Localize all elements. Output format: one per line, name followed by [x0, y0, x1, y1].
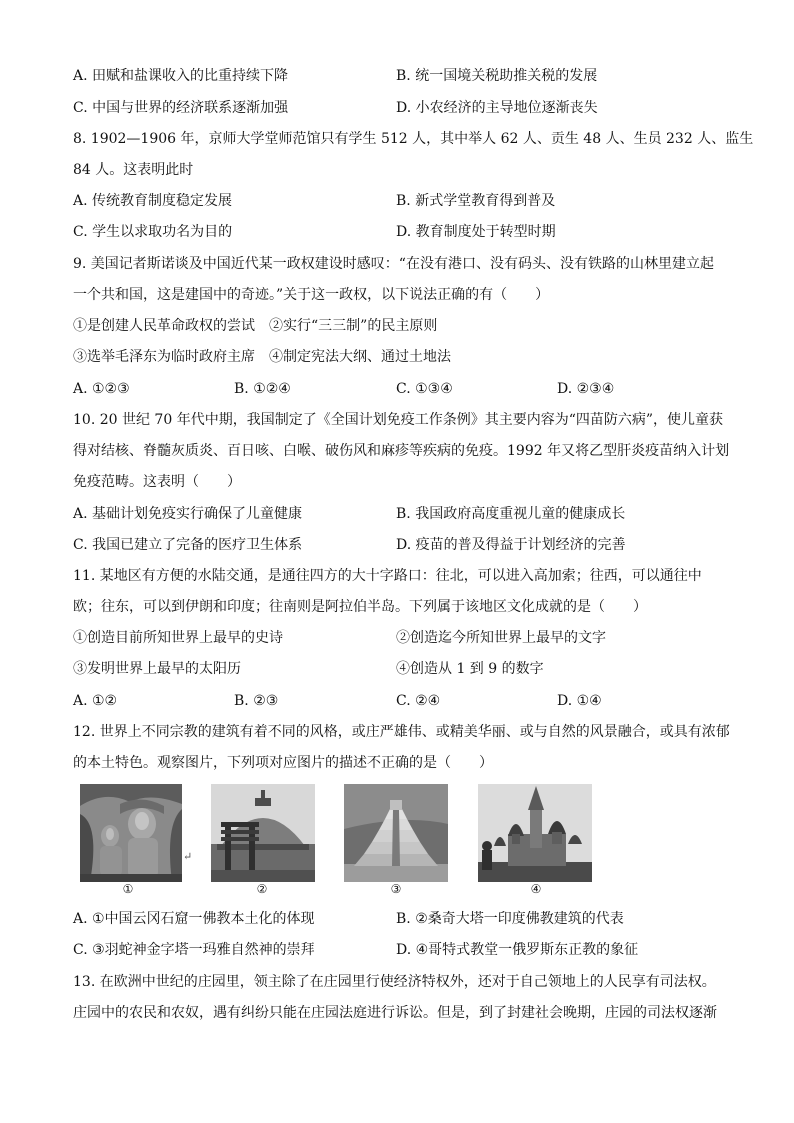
- q9-stem-line1: 9. 美国记者斯诺谈及中国近代某一政权建设时感叹：“在没有港口、没有码头、没有铁路的山林里建立起: [73, 256, 714, 272]
- photo-caption-4: ④: [530, 882, 542, 896]
- q9-item-line2: ③选举毛泽东为临时政府主席 ④制定宪法大纲、通过土地法: [73, 349, 451, 365]
- q11-stem-line2: 欧；往东，可以到伊朗和印度；往南则是阿拉伯半岛。下列属于该地区文化成就的是（ ）: [73, 599, 647, 615]
- q12-stem-line1: 12. 世界上不同宗教的建筑有着不同的风格，或庄严雄伟、或精美华丽、或与自然的风景融合，或具有浓郁: [73, 724, 730, 740]
- q10-option-a[interactable]: A. 基础计划免疫实行确保了儿童健康: [73, 506, 303, 522]
- q9-option-c[interactable]: C. ①③④: [396, 381, 453, 397]
- photo-caption-1: ①: [122, 882, 134, 896]
- photo-caption-3: ③: [390, 882, 402, 896]
- photo-yungang-grottoes: [80, 784, 182, 882]
- photo-caption-2: ②: [256, 882, 268, 896]
- q10-option-c[interactable]: C. 我国已建立了完备的医疗卫生体系: [73, 537, 303, 553]
- q13-stem-line2: 庄园中的农民和农奴，遇有纠纷只能在庄园法庭进行诉讼。但是，到了封建社会晚期，庄园的司法权逐渐: [73, 1005, 717, 1021]
- q11-item-2: ②创造迄今所知世界上最早的文字: [396, 630, 606, 646]
- photo-kukulkan-pyramid: [344, 784, 448, 882]
- q9-item-line1: ①是创建人民革命政权的尝试 ②实行“三三制”的民主原则: [73, 318, 438, 334]
- q11-option-a[interactable]: A. ①②: [73, 693, 118, 709]
- q10-option-b[interactable]: B. 我国政府高度重视儿童的健康成长: [396, 506, 626, 522]
- q13-stem-line1: 13. 在欧洲中世纪的庄园里，领主除了在庄园里行使经济特权外，还对于自己领地上的人民享有司法权。: [73, 974, 716, 990]
- q11-option-b[interactable]: B. ②③: [234, 693, 279, 709]
- q11-stem-line1: 11. 某地区有方便的水陆交通，是通往四方的大十字路口：往北，可以进入高加索；往西，可以通往中: [73, 568, 702, 584]
- q12-option-d[interactable]: D. ④哥特式教堂一俄罗斯东正教的象征: [396, 942, 639, 958]
- q10-stem-line3: 免疫范畴。这表明（ ）: [73, 474, 241, 490]
- q12-stem-line2: 的本土特色。观察图片，下列项对应图片的描述不正确的是（ ）: [73, 755, 493, 771]
- photo-saint-basil-cathedral: [478, 784, 592, 882]
- q11-item-1: ①创造目前所知世界上最早的史诗: [73, 630, 283, 646]
- q8-option-b[interactable]: B. 新式学堂教育得到普及: [396, 193, 556, 209]
- q11-option-c[interactable]: C. ②④: [396, 693, 441, 709]
- q8-stem-line1: 8. 1902—1906 年，京师大学堂师范馆只有学生 512 人，其中举人 62 人、贡生 48 人、生员 232 人、监生: [73, 131, 754, 147]
- q12-option-a[interactable]: A. ①中国云冈石窟一佛教本土化的体现: [73, 911, 315, 927]
- q12-option-c[interactable]: C. ③羽蛇神金字塔一玛雅自然神的崇拜: [73, 942, 315, 958]
- q8-option-d[interactable]: D. 教育制度处于转型时期: [396, 224, 556, 240]
- q7-option-d[interactable]: D. 小农经济的主导地位逐渐丧失: [396, 100, 598, 116]
- q11-item-4: ④创造从 1 到 9 的数字: [396, 661, 544, 677]
- q10-stem-line2: 得对结核、脊髓灰质炎、百日咳、白喉、破伤风和麻疹等疾病的免疫。1992 年又将乙型肝炎疫苗纳入计划: [73, 443, 730, 459]
- q7-option-a[interactable]: A. 田赋和盐课收入的比重持续下降: [73, 68, 289, 84]
- q8-option-c[interactable]: C. 学生以求取功名为目的: [73, 224, 233, 240]
- q7-option-b[interactable]: B. 统一国境关税助推关税的发展: [396, 68, 598, 84]
- q9-stem-line2: 一个共和国，这是建国中的奇迹。”关于这一政权，以下说法正确的有（ ）: [73, 287, 550, 303]
- q9-option-b[interactable]: B. ①②④: [234, 381, 291, 397]
- q11-option-d[interactable]: D. ①④: [557, 693, 602, 709]
- q11-item-3: ③发明世界上最早的太阳历: [73, 661, 241, 677]
- return-mark: ↵: [183, 850, 193, 863]
- q10-option-d[interactable]: D. 疫苗的普及得益于计划经济的完善: [396, 537, 626, 553]
- q9-option-d[interactable]: D. ②③④: [557, 381, 615, 397]
- q8-stem-line2: 84 人。这表明此时: [73, 162, 194, 178]
- q10-stem-line1: 10. 20 世纪 70 年代中期，我国制定了《全国计划免疫工作条例》其主要内容为“四苗防六病”，使儿童获: [73, 412, 724, 428]
- q12-option-b[interactable]: B. ②桑奇大塔一印度佛教建筑的代表: [396, 911, 624, 927]
- photo-sanchi-stupa: [211, 784, 315, 882]
- q7-option-c[interactable]: C. 中国与世界的经济联系逐渐加强: [73, 100, 289, 116]
- q9-option-a[interactable]: A. ①②③: [73, 381, 130, 397]
- q8-option-a[interactable]: A. 传统教育制度稳定发展: [73, 193, 233, 209]
